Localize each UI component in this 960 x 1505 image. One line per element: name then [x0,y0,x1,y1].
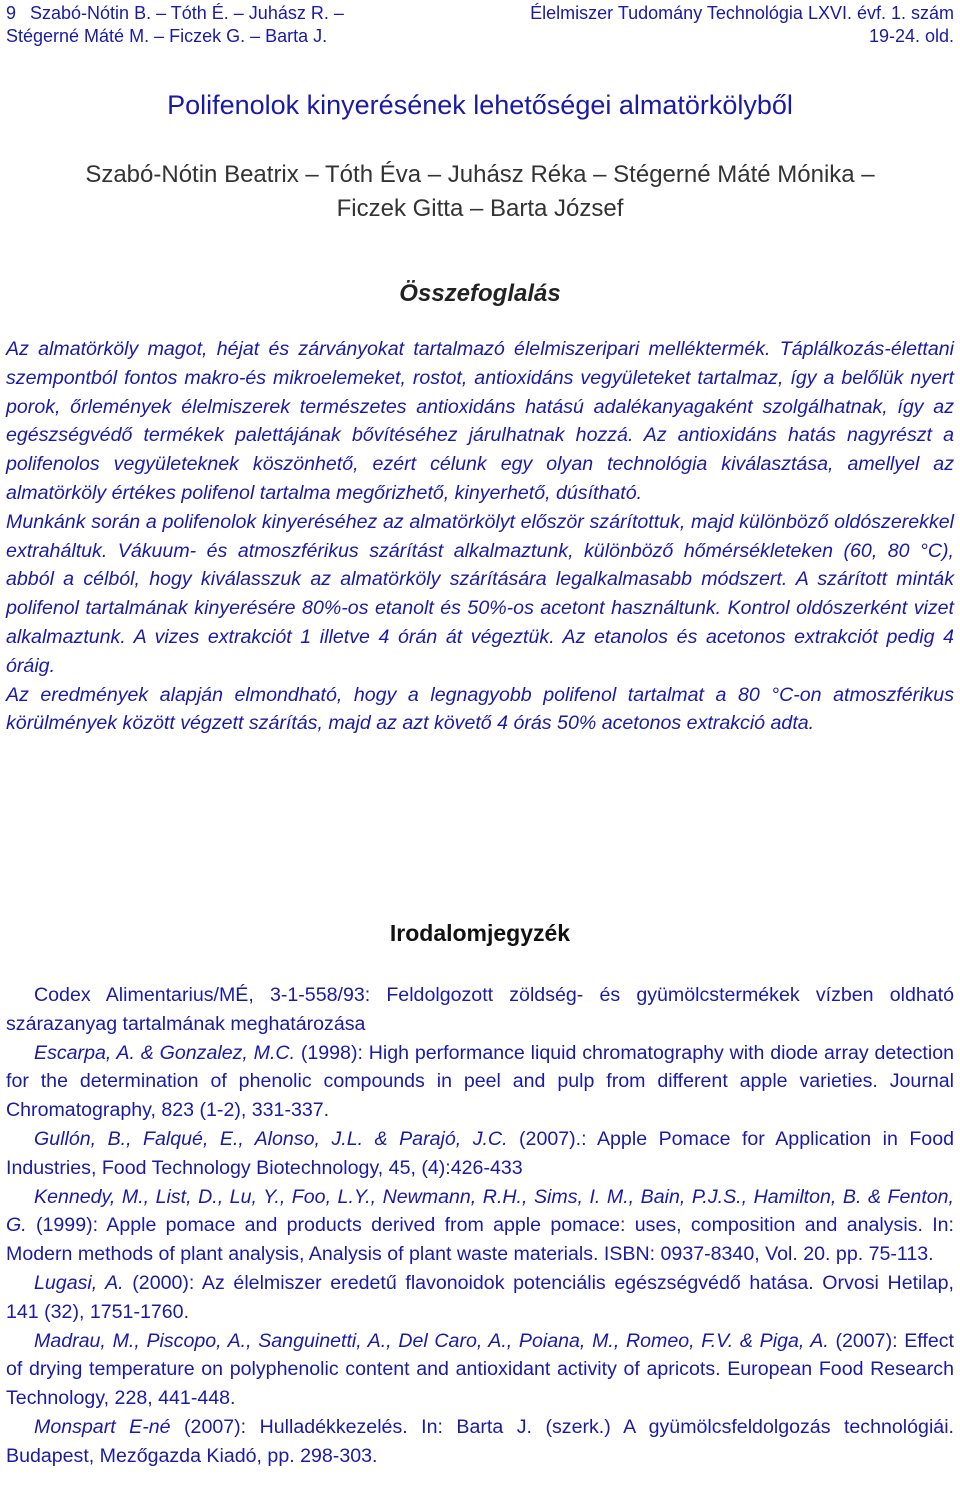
page-range: 19-24. old. [868,26,954,46]
reference-item: Kennedy, M., List, D., Lu, Y., Foo, L.Y., Newmann, R.H., Sims, I. M., Bain, P.J.S., Hamilton, B. & Fenton, G. (1999): Apple pomace and products derived from apple pomace: uses, composition and analysis. In: Modern methods of plant analysis, Analysis of plant waste materials. ISBN: 0937-8340, Vol. 20. pp. 75-113. [6,1185,954,1266]
abstract-paragraph-3: Az eredmények alapján elmondható, hogy a legnagyobb polifenol tartalmat a 80 °C-on atmoszférikus körülmények között végzett szárítás, majd az azt követő 4 órás 50% acetonos extrakció adta. [6,683,954,735]
reference-item: Madrau, M., Piscopo, A., Sanguinetti, A., Del Caro, A., Poiana, M., Romeo, F.V. & Piga, A. (2007): Effect of drying temperature on polyphenolic content and antioxidant activity of apricots. European Food Research Technology, 228, 441-448. [6,1329,954,1410]
reference-item: Lugasi, A. (2000): Az élelmiszer eredetű flavonoidok potenciális egészségvédő hatása. Orvosi Hetilap, 141 (32), 1751-1760. [6,1271,954,1323]
author-line-1: Szabó-Nótin Beatrix – Tóth Éva – Juhász Réka – Stégerné Máté Mónika – [85,161,875,188]
header-left [6,2,344,48]
references-heading: Irodalomjegyzék [389,920,571,946]
abstract [6,335,954,738]
page-number: 9 [6,3,17,23]
reference-item: Escarpa, A. & Gonzalez, M.C. (1998): High performance liquid chromatography with diode array detection for the determination of phenolic compounds in peel and pulp from different apple varieties. Journal Chromatography, 823 (1-2), 331-337. [6,1041,955,1122]
summary-heading: Összefoglalás [399,280,561,307]
article-title: Polifenolok kinyerésének lehetőségei almatörkölyből [167,90,793,120]
reference-item: Gullón, B., Falqué, E., Alonso, J.L. & Parajó, J.C. (2007).: Apple Pomace for Application in Food Industries, Food Technology Biotechnology, 45, (4):426-433 [6,1127,955,1179]
reference-list [6,981,954,1471]
running-header [6,2,954,48]
author-line-2: Ficzek Gitta – Barta József [336,195,624,222]
journal-name: Élelmiszer Tudomány Technológia LXVI. évf. 1. szám [530,3,954,23]
abstract-paragraph-2: Munkánk során a polifenolok kinyeréséhez az almatörkölyt először szárítottuk, majd különböző oldószerekkel extraháltuk. Vákuum- és atmoszférikus szárítást alkalmaztunk, különböző hőmérsékleteken (60, 80 °C), abból a célból, hogy kiválasszuk az almatörköly szárítására legalkalmasabb módszert. A szárított minták polifenol tartalmának kinyerésére 80%-os etanolt és 50%-os acetont használtunk. Kontrol oldószerként vizet alkalmaztunk. A vizes extrakciót 1 illetve 4 órán át végeztük. Az etanolos és acetonos extrakciót pedig 4 óráig. [6,510,954,677]
reference-item: Monspart E-né (2007): Hulladékkezelés. In: Barta J. (szerk.) A gyümölcsfeldolgozás technológiái. Budapest, Mezőgazda Kiadó, pp. 298-303. [6,1415,954,1467]
abstract-paragraph-1: Az almatörköly magot, héjat és zárványokat tartalmazó élelmiszeripari melléktermék. Táplálkozás-élettani szempontból fontos makro-és mikroelemeket, rostot, antioxidáns vegyületeket tartalmaz, így a belőlük nyert porok, őrlemények élelmiszerek természetes antioxidáns hatású adalékanyagaként szolgálhatnak, így az egészségvédő termékek palettájának bővítéséhez járulhatnak hozzá. Az antioxidáns hatás nagyrészt a polifenolos vegyületeknek köszönhető, ezért célunk egy olyan technológia kiválasztása, amellyel az almatörköly értékes polifenol tartalma megőrizhető, kinyerhető, dúsítható. [6,338,954,504]
reference-item: Codex Alimentarius/MÉ, 3-1-558/93: Feldolgozott zöldség- és gyümölcstermékek vízben oldható szárazanyag tartalmának meghatározása [6,984,954,1035]
header-authors-line2: Stégerné Máté M. – Ficzek G. – Barta J. [6,26,328,46]
author-list [0,158,960,226]
header-authors-line1: 9 Szabó-Nótin B. – Tóth É. – Juhász R. – [6,3,344,23]
header-right [530,2,954,48]
